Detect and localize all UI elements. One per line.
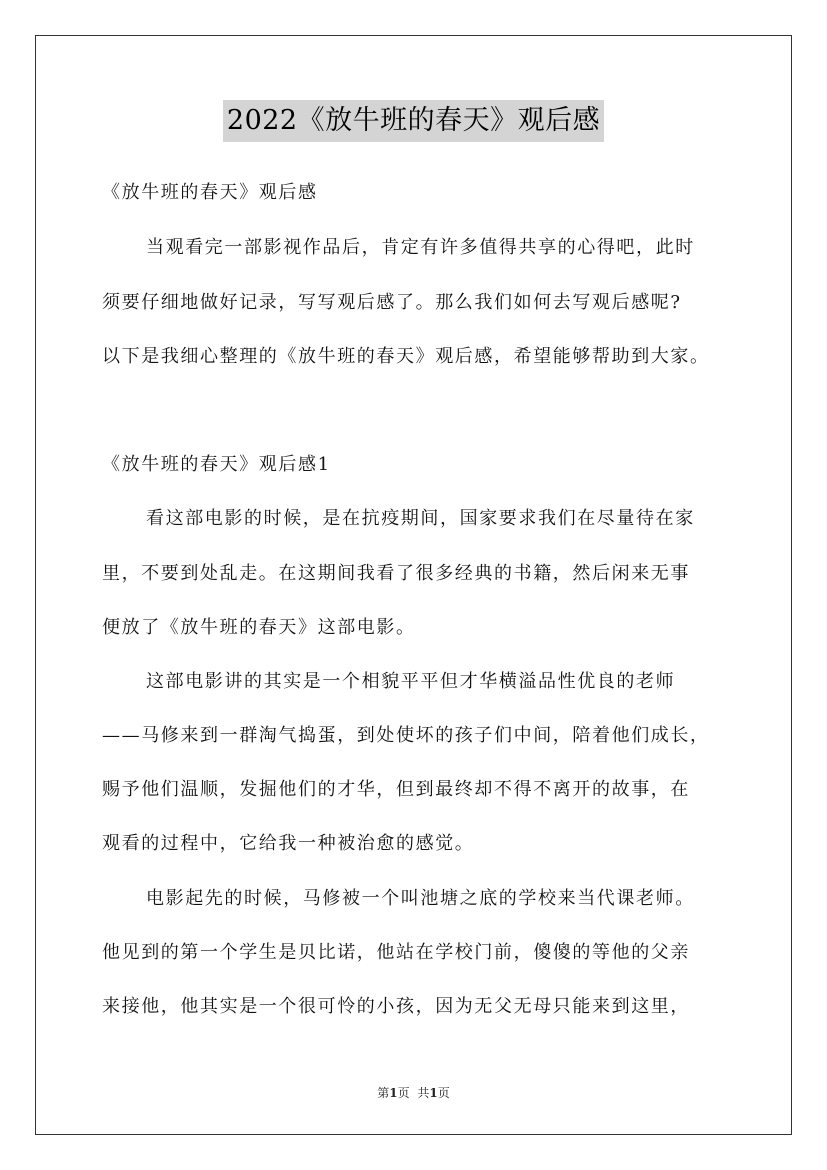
- total-suffix: 页: [437, 1086, 450, 1100]
- total-prefix: 共: [417, 1086, 430, 1100]
- document-title: 2022《放牛班的春天》观后感: [223, 100, 604, 142]
- intro-line: 当观看完一部影视作品后，肯定有许多值得共享的心得吧，此时: [146, 237, 695, 258]
- page-number: 1: [389, 1086, 398, 1100]
- title-container: [0, 100, 827, 142]
- paragraph-line: 他见到的第一个学生是贝比诺，他站在学校门前，傻傻的等他的父亲: [102, 942, 690, 963]
- subheading: 《放牛班的春天》观后感: [102, 182, 318, 203]
- paragraph-line: 赐予他们温顺，发掘他们的才华，但到最终却不得不离开的故事，在: [102, 779, 690, 800]
- paragraph-line: 里，不要到处乱走。在这期间我看了很多经典的书籍，然后闲来无事: [102, 563, 690, 584]
- paragraph-line: 看这部电影的时候，是在抗疫期间，国家要求我们在尽量待在家: [146, 508, 695, 529]
- paragraph-line: 来接他，他其实是一个很可怜的小孩，因为无父无母只能来到这里，: [102, 996, 690, 1017]
- section-heading: 《放牛班的春天》观后感1: [102, 454, 331, 475]
- total-pages: 1: [429, 1086, 438, 1100]
- paragraph-line: 便放了《放牛班的春天》这部电影。: [102, 617, 416, 638]
- page-prefix: 第: [377, 1086, 390, 1100]
- paragraph-line: 电影起先的时候，马修被一个叫池塘之底的学校来当代课老师。: [146, 888, 695, 909]
- intro-line: 以下是我细心整理的《放牛班的春天》观后感，希望能够帮助到大家。: [102, 346, 710, 367]
- paragraph-line: 观看的过程中，它给我一种被治愈的感觉。: [102, 833, 475, 854]
- page-suffix: 页: [397, 1086, 410, 1100]
- intro-line: 须要仔细地做好记录，写写观后感了。那么我们如何去写观后感呢?: [102, 292, 682, 313]
- page-footer: [0, 1084, 827, 1101]
- paragraph-line: ——马修来到一群淘气捣蛋，到处使坏的孩子们中间，陪着他们成长，: [102, 725, 710, 746]
- paragraph-line: 这部电影讲的其实是一个相貌平平但才华横溢品性优良的老师: [146, 671, 676, 692]
